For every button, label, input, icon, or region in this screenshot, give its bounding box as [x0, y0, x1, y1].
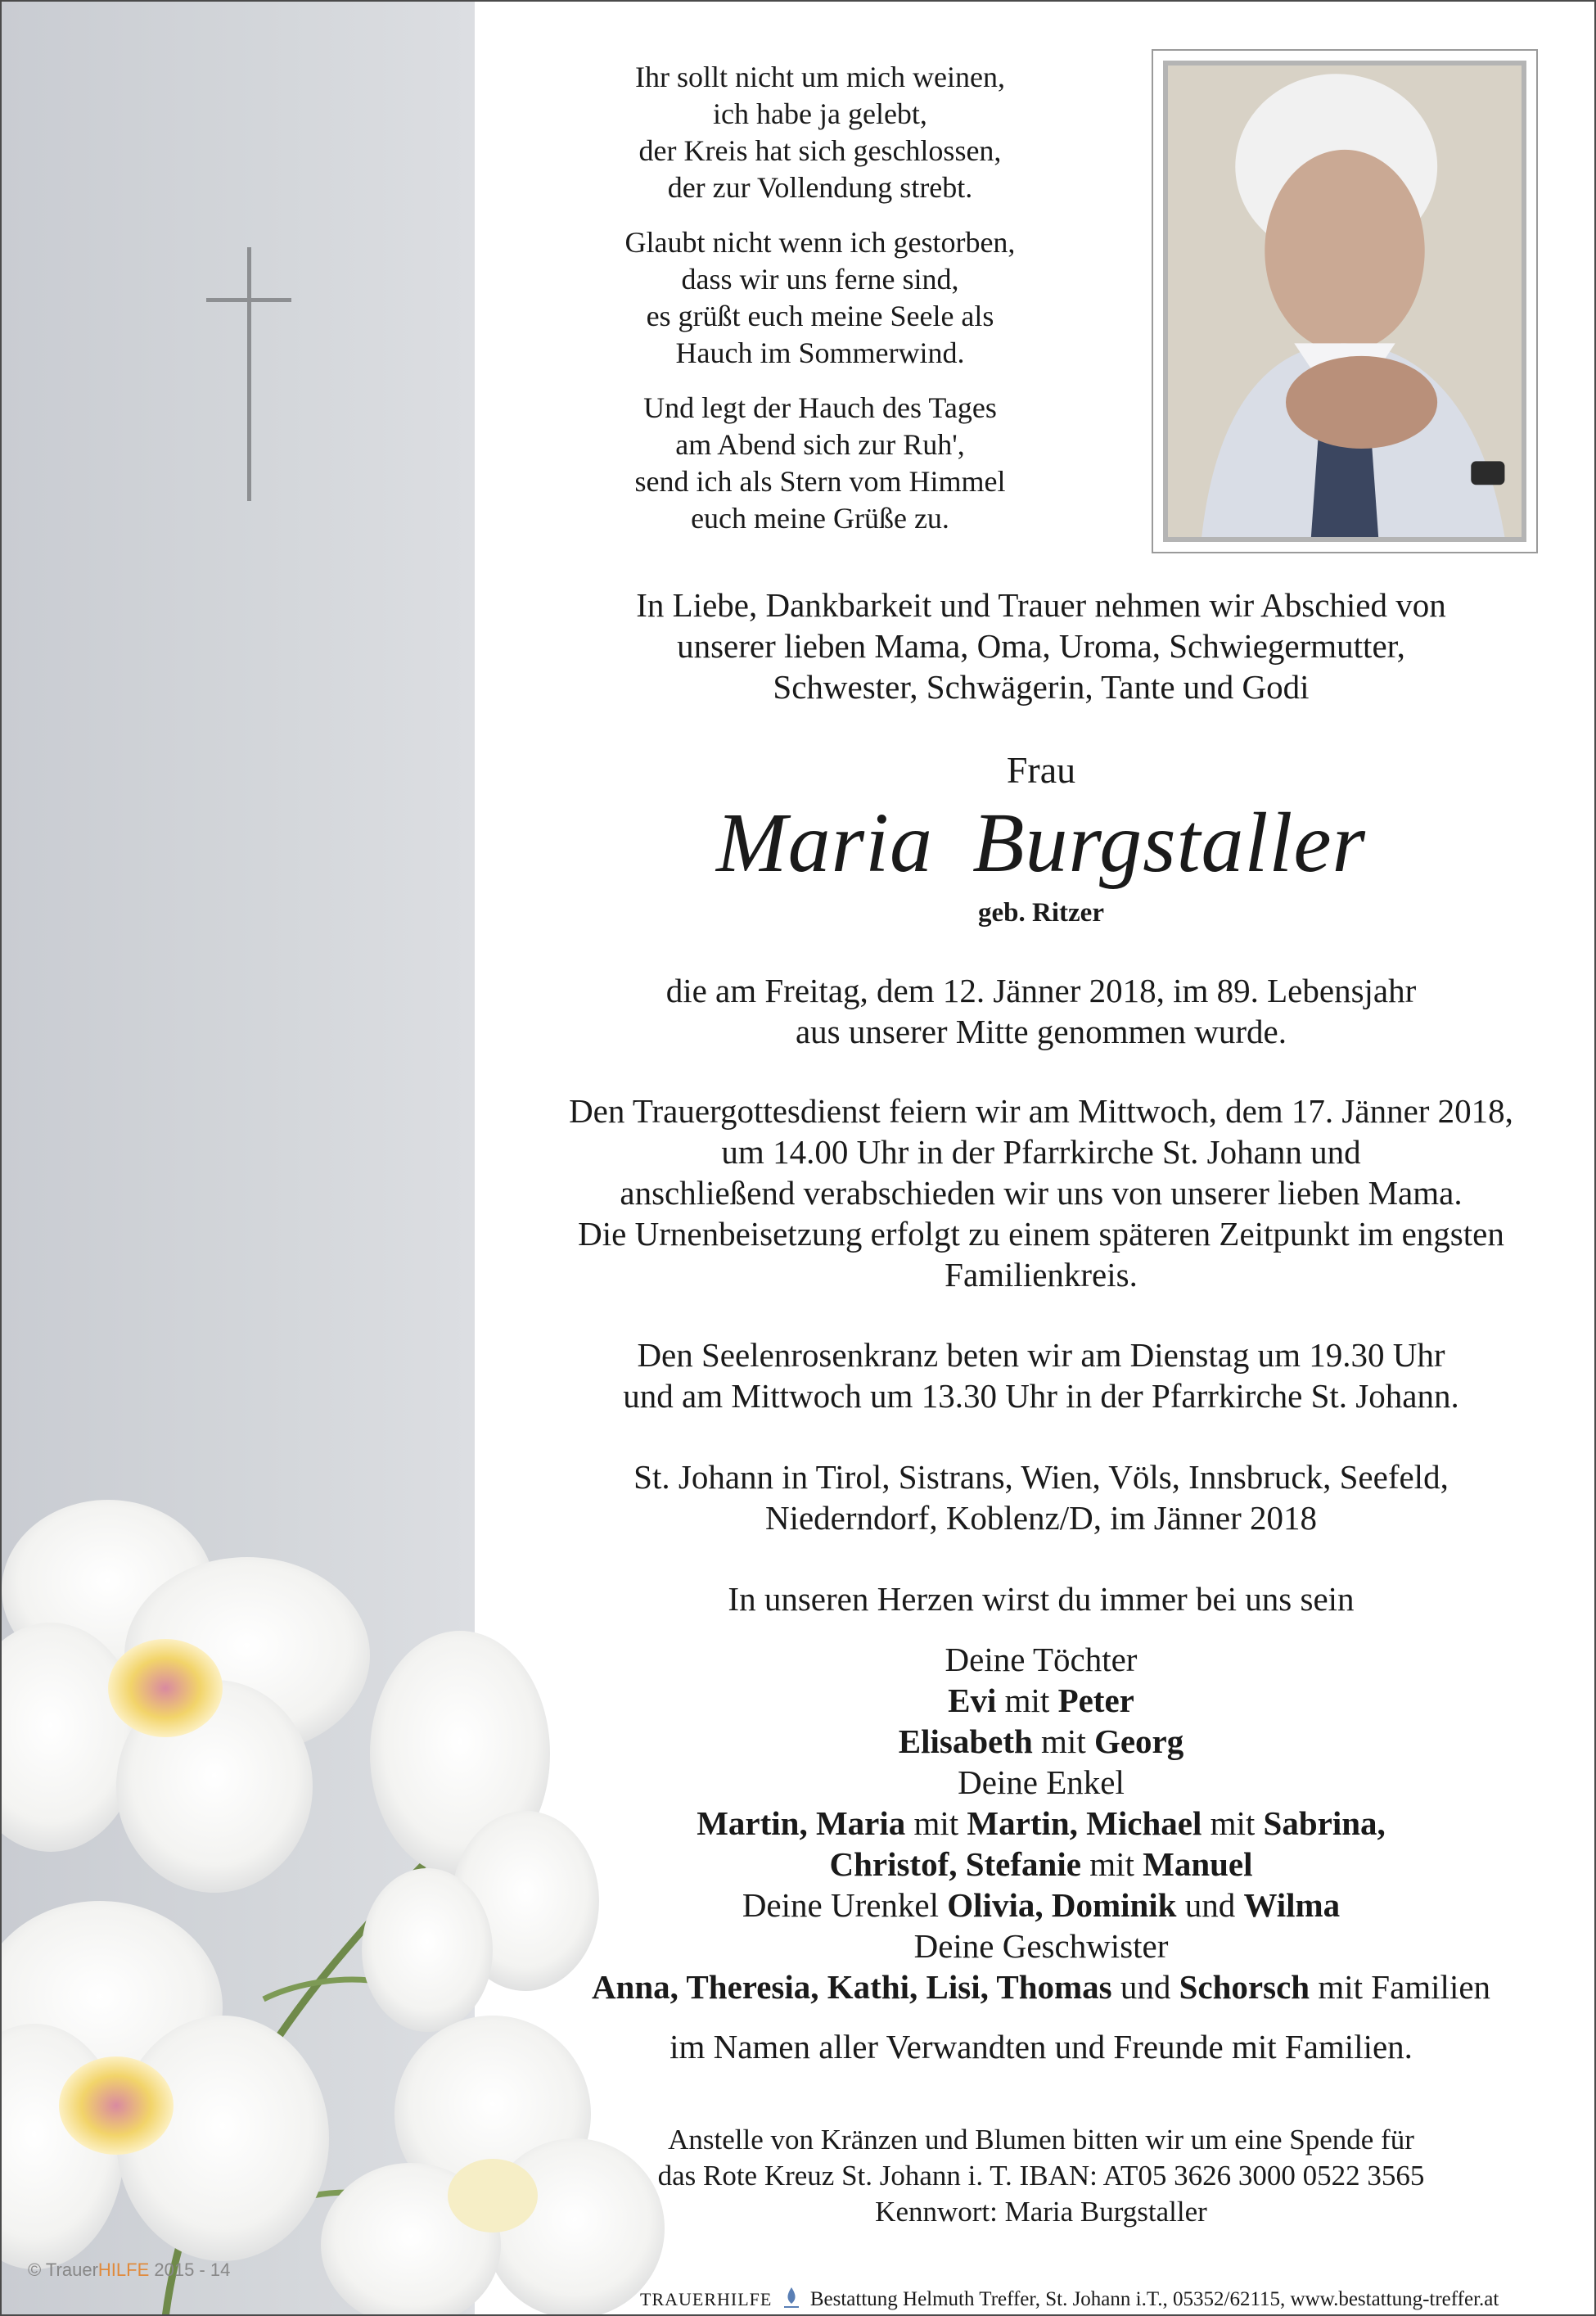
- cross-icon: [206, 247, 291, 501]
- family-name: Martin, Michael: [967, 1804, 1202, 1842]
- poem-line: Und legt der Hauch des Tages: [643, 391, 997, 424]
- poem-line: euch meine Grüße zu.: [691, 502, 949, 535]
- family-text: mit Familien: [1310, 1968, 1491, 2006]
- family-list: [509, 1639, 1573, 2007]
- family-name: Peter: [1057, 1682, 1134, 1719]
- family-name: Elisabeth: [898, 1722, 1033, 1760]
- family-name: Schorsch: [1179, 1968, 1310, 2006]
- poem-line: der zur Vollendung strebt.: [667, 171, 973, 204]
- poem-line: Glaubt nicht wenn ich gestorben,: [624, 226, 1016, 259]
- rosary-line: Den Seelenrosenkranz beten wir am Dienstag um 19.30 Uhr: [637, 1336, 1445, 1374]
- service-line: Familienkreis.: [945, 1256, 1138, 1293]
- service-info: [509, 1090, 1573, 1295]
- poem-line: es grüßt euch meine Seele als: [646, 300, 994, 332]
- poem-line: Hauch im Sommerwind.: [675, 336, 965, 369]
- intro-line: unserer lieben Mama, Oma, Uroma, Schwiegermutter,: [677, 627, 1405, 665]
- poem: [509, 59, 1131, 555]
- family-text: Deine Urenkel: [742, 1886, 948, 1924]
- family-name: Martin, Maria: [697, 1804, 906, 1842]
- family-line: [509, 1925, 1573, 1966]
- family-text: mit: [1202, 1804, 1264, 1842]
- family-text: mit: [1032, 1722, 1094, 1760]
- family-name: Georg: [1093, 1722, 1184, 1760]
- hearts-line: In unseren Herzen wirst du immer bei uns sein: [728, 1580, 1355, 1618]
- donation-line: Anstelle von Kränzen und Blumen bitten wir um eine Spende für: [668, 2124, 1414, 2156]
- family-line: [509, 1680, 1573, 1721]
- poem-line: send ich als Stern vom Himmel: [634, 465, 1006, 498]
- death_notice-line: die am Freitag, dem 12. Jänner 2018, im 89. Lebensjahr: [665, 972, 1417, 1009]
- family-text: und: [1176, 1886, 1244, 1924]
- rosary-info: [509, 1334, 1573, 1416]
- family-name: Evi: [948, 1682, 997, 1719]
- family-text: Deine Enkel: [958, 1763, 1125, 1801]
- family-line: [509, 1966, 1573, 2007]
- family-line: [509, 1762, 1573, 1803]
- poem-line: Ihr sollt nicht um mich weinen,: [635, 61, 1005, 93]
- family-name: Anna, Theresia, Kathi, Lisi, Thomas: [591, 1968, 1112, 2006]
- poem-line: dass wir uns ferne sind,: [681, 263, 959, 296]
- footer-text: Bestattung Helmuth Treffer, St. Johann i.T., 05352/62115, www.bestattung-treffer.at: [809, 2288, 1499, 2310]
- donation-request: [509, 2122, 1573, 2230]
- family-text: mit: [996, 1682, 1058, 1719]
- footer: [640, 2286, 1589, 2311]
- family-name: Olivia, Dominik: [947, 1886, 1177, 1924]
- family-name: Wilma: [1243, 1886, 1341, 1924]
- places-line: St. Johann in Tirol, Sistrans, Wien, Völs, Innsbruck, Seefeld,: [633, 1458, 1449, 1496]
- family-text: mit: [1080, 1845, 1143, 1883]
- last-name: Burgstaller: [972, 796, 1366, 890]
- family-line: [509, 1803, 1573, 1844]
- footer-brand: TRAUERHILFE: [640, 2289, 773, 2309]
- service-line: Die Urnenbeisetzung erfolgt zu einem späteren Zeitpunkt im engsten: [578, 1215, 1504, 1253]
- poem-line: der Kreis hat sich geschlossen,: [638, 134, 1002, 167]
- intro-line: In Liebe, Dankbarkeit und Trauer nehmen wir Abschied von: [636, 586, 1446, 624]
- death_notice-line: aus unserer Mitte genommen wurde.: [795, 1013, 1287, 1050]
- closing-line: im Namen aller Verwandten und Freunde mit Familien.: [670, 2028, 1413, 2065]
- places-date: [509, 1456, 1573, 1538]
- service-line: um 14.00 Uhr in der Pfarrkirche St. Johann und: [721, 1133, 1361, 1171]
- first-name: Maria: [716, 796, 934, 890]
- family-name: Manuel: [1143, 1845, 1253, 1883]
- family-line: [509, 1639, 1573, 1680]
- service-line: Den Trauergottesdienst feiern wir am Mittwoch, dem 17. Jänner 2018,: [569, 1092, 1513, 1130]
- trauerhilfe-logo-icon: [782, 2286, 800, 2310]
- maiden-name: geb. Ritzer: [978, 898, 1104, 928]
- poem-stanza: [509, 224, 1131, 372]
- family-line: [509, 1885, 1573, 1925]
- family-line: [509, 1844, 1573, 1885]
- poem-line: ich habe ja gelebt,: [713, 97, 927, 130]
- family-text: und: [1111, 1968, 1179, 2006]
- rosary-line: und am Mittwoch um 13.30 Uhr in der Pfarrkirche St. Johann.: [623, 1377, 1459, 1415]
- family-line: [509, 1721, 1573, 1762]
- family-text: Deine Geschwister: [913, 1927, 1169, 1965]
- service-line: anschließend verabschieden wir uns von unserer lieben Mama.: [620, 1174, 1463, 1212]
- copyright-note: © TrauerHILFE 2015 - 14: [28, 2260, 231, 2280]
- poem-line: am Abend sich zur Ruh',: [675, 428, 965, 461]
- deceased-name: [509, 794, 1573, 892]
- death-notice: [509, 970, 1573, 1052]
- portrait-photo-frame: [1152, 49, 1538, 553]
- intro-line: Schwester, Schwägerin, Tante und Godi: [773, 668, 1310, 706]
- donation-line: das Rote Kreuz St. Johann i. T. IBAN: AT05 3626 3000 0522 3565: [657, 2160, 1425, 2192]
- intro-text: [509, 585, 1573, 707]
- donation-line: Kennwort: Maria Burgstaller: [875, 2196, 1207, 2228]
- places-line: Niederndorf, Koblenz/D, im Jänner 2018: [764, 1499, 1318, 1537]
- portrait-photo: [1163, 61, 1526, 542]
- salutation: Frau: [1006, 749, 1076, 791]
- family-name: Sabrina,: [1263, 1804, 1386, 1842]
- family-name: Christof, Stefanie: [829, 1845, 1081, 1883]
- family-text: Deine Töchter: [945, 1641, 1138, 1678]
- family-text: mit: [905, 1804, 967, 1842]
- poem-stanza: [509, 390, 1131, 537]
- poem-stanza: [509, 59, 1131, 206]
